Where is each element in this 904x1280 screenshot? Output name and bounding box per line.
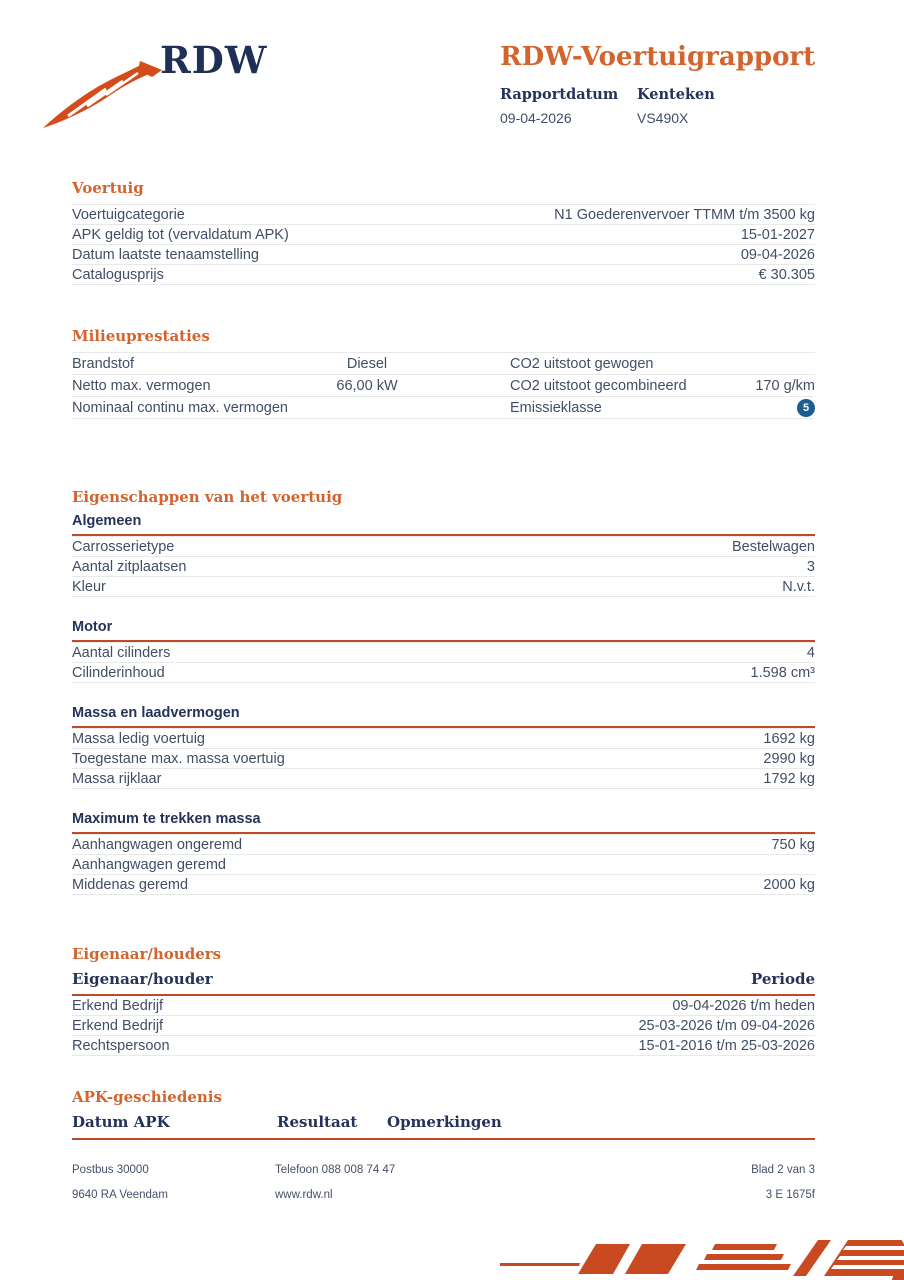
footer-city: 9640 RA Veendam [72,1189,168,1201]
footer-website: www.rdw.nl [275,1189,333,1201]
report-date-block [500,86,637,126]
row-label: Massa rijklaar [72,770,162,787]
table-row [72,264,815,284]
table-row [72,396,815,418]
row-label: Brandstof [72,355,135,372]
row-label: Aantal zitplaatsen [72,558,187,575]
row-value: Diesel [346,355,388,372]
section-title-voertuig: Voertuig [72,179,144,197]
owner-period: 09-04-2026 t/m heden [672,997,815,1014]
row-value: 170 g/km [755,377,815,394]
owner-name: Erkend Bedrijf [72,997,164,1014]
table-row [72,352,815,374]
row-label: Emissieklasse [510,399,602,416]
column-header-datum-apk: Datum APK [72,1113,170,1131]
section-apk-geschiedenis [72,1089,815,1140]
subsection-trekken-massa [72,811,815,895]
table-row [72,244,815,264]
row-label: APK geldig tot (vervaldatum APK) [72,226,289,243]
owners-table-header [72,970,815,996]
subsection-massa [72,705,815,789]
table-row [72,874,815,894]
table-row [72,642,815,662]
subsection-title: Massa en laadvermogen [72,705,815,728]
report-meta [500,86,818,126]
row-value: N1 Goederenvervoer TTMM t/m 3500 kg [554,206,815,223]
subsection-title: Motor [72,619,815,642]
row-label: Kleur [72,578,106,595]
column-header-opmerkingen: Opmerkingen [387,1113,502,1131]
massa-table [72,728,815,789]
footer-page-number: Blad 2 van 3 [751,1164,815,1176]
column-header-owner: Eigenaar/houder [72,970,213,988]
table-row [72,996,815,1016]
kenteken-value: VS490X [637,110,689,126]
section-title-milieuprestaties: Milieuprestaties [72,327,210,345]
row-value: 09-04-2026 [740,246,815,263]
table-row [72,576,815,596]
section-title-apk: APK-geschiedenis [72,1088,222,1106]
row-label: CO2 uitstoot gewogen [510,355,654,372]
emission-class-badge: 5 [797,399,815,417]
row-value: 15-01-2027 [740,226,815,243]
section-title-eigenaar: Eigenaar/houders [72,945,222,963]
owner-name: Erkend Bedrijf [72,1017,164,1034]
row-value: 1792 kg [763,770,815,787]
footer-doc-code: 3 E 1675f [765,1189,815,1201]
trekken-massa-table [72,834,815,895]
apk-table-header [72,1113,815,1140]
table-row [72,834,815,854]
report-date-value: 09-04-2026 [500,110,572,126]
footer-postbus: Postbus 30000 [72,1164,149,1176]
row-label: Cilinderinhoud [72,664,165,681]
voertuig-table [72,204,815,285]
owner-period: 15-01-2016 t/m 25-03-2026 [638,1037,815,1054]
kenteken-block [637,86,715,126]
subsection-algemeen [72,513,815,597]
row-label: Catalogusprijs [72,266,164,283]
row-label: Aantal cilinders [72,644,171,661]
row-value: € 30.305 [758,266,815,283]
report-header [500,42,818,126]
section-eigenaar [72,946,815,1056]
table-row [72,556,815,576]
row-value: N.v.t. [782,578,815,595]
table-row [72,374,815,396]
row-label: Netto max. vermogen [72,377,211,394]
row-label: CO2 uitstoot gecombineerd [510,377,687,394]
report-date-label: Rapportdatum [500,86,619,103]
kenteken-label: Kenteken [637,86,715,103]
row-label: Nominaal continu max. vermogen [72,399,288,416]
row-value: 4 [806,644,815,661]
section-eigenschappen [72,489,815,895]
table-row [72,662,815,682]
row-label: Datum laatste tenaamstelling [72,246,259,263]
subsection-motor [72,619,815,683]
row-value: 66,00 kW [336,377,398,394]
row-value: 1692 kg [763,730,815,747]
section-title-eigenschappen: Eigenschappen van het voertuig [72,488,343,506]
page-title: RDW-Voertuigrapport [500,42,816,72]
row-value: 2000 kg [763,876,815,893]
row-label: Carrosserietype [72,538,175,555]
table-row [72,536,815,556]
footer-phone: Telefoon 088 008 74 47 [275,1164,396,1176]
row-value: 750 kg [771,836,815,853]
table-row [72,748,815,768]
row-value: Bestelwagen [731,538,815,555]
row-value: 3 [806,558,815,575]
rdw-feather-icon [40,58,165,130]
page-footer [72,1164,815,1214]
row-label: Massa ledig voertuig [72,730,205,747]
table-row [72,1036,815,1056]
owner-period: 25-03-2026 t/m 09-04-2026 [638,1017,815,1034]
row-value [725,399,815,417]
subsection-title: Maximum te trekken massa [72,811,815,834]
column-header-period: Periode [750,970,815,988]
table-row [72,224,815,244]
owner-name: Rechtspersoon [72,1037,170,1054]
footer-line-1 [72,1164,815,1176]
milieu-table [72,352,815,419]
row-value: 1.598 cm³ [750,664,815,681]
subsection-title: Algemeen [72,513,815,536]
motor-table [72,642,815,683]
rdw-stripes-decoration-icon [500,1234,904,1280]
footer-line-2 [72,1189,815,1201]
row-label: Toegestane max. massa voertuig [72,750,285,767]
row-label: Aanhangwagen geremd [72,856,226,873]
algemeen-table [72,536,815,597]
table-row [72,768,815,788]
table-row [72,204,815,224]
table-row [72,728,815,748]
table-row [72,1016,815,1036]
row-label: Middenas geremd [72,876,189,893]
row-value: 2990 kg [763,750,815,767]
section-voertuig [72,180,815,285]
table-row [72,854,815,874]
owners-table [72,996,815,1056]
rdw-logo [40,38,270,128]
row-label: Aanhangwagen ongeremd [72,836,243,853]
column-header-resultaat: Resultaat [277,1113,358,1131]
rdw-wordmark: RDW [160,38,268,82]
row-label: Voertuigcategorie [72,206,185,223]
section-milieuprestaties [72,328,815,419]
